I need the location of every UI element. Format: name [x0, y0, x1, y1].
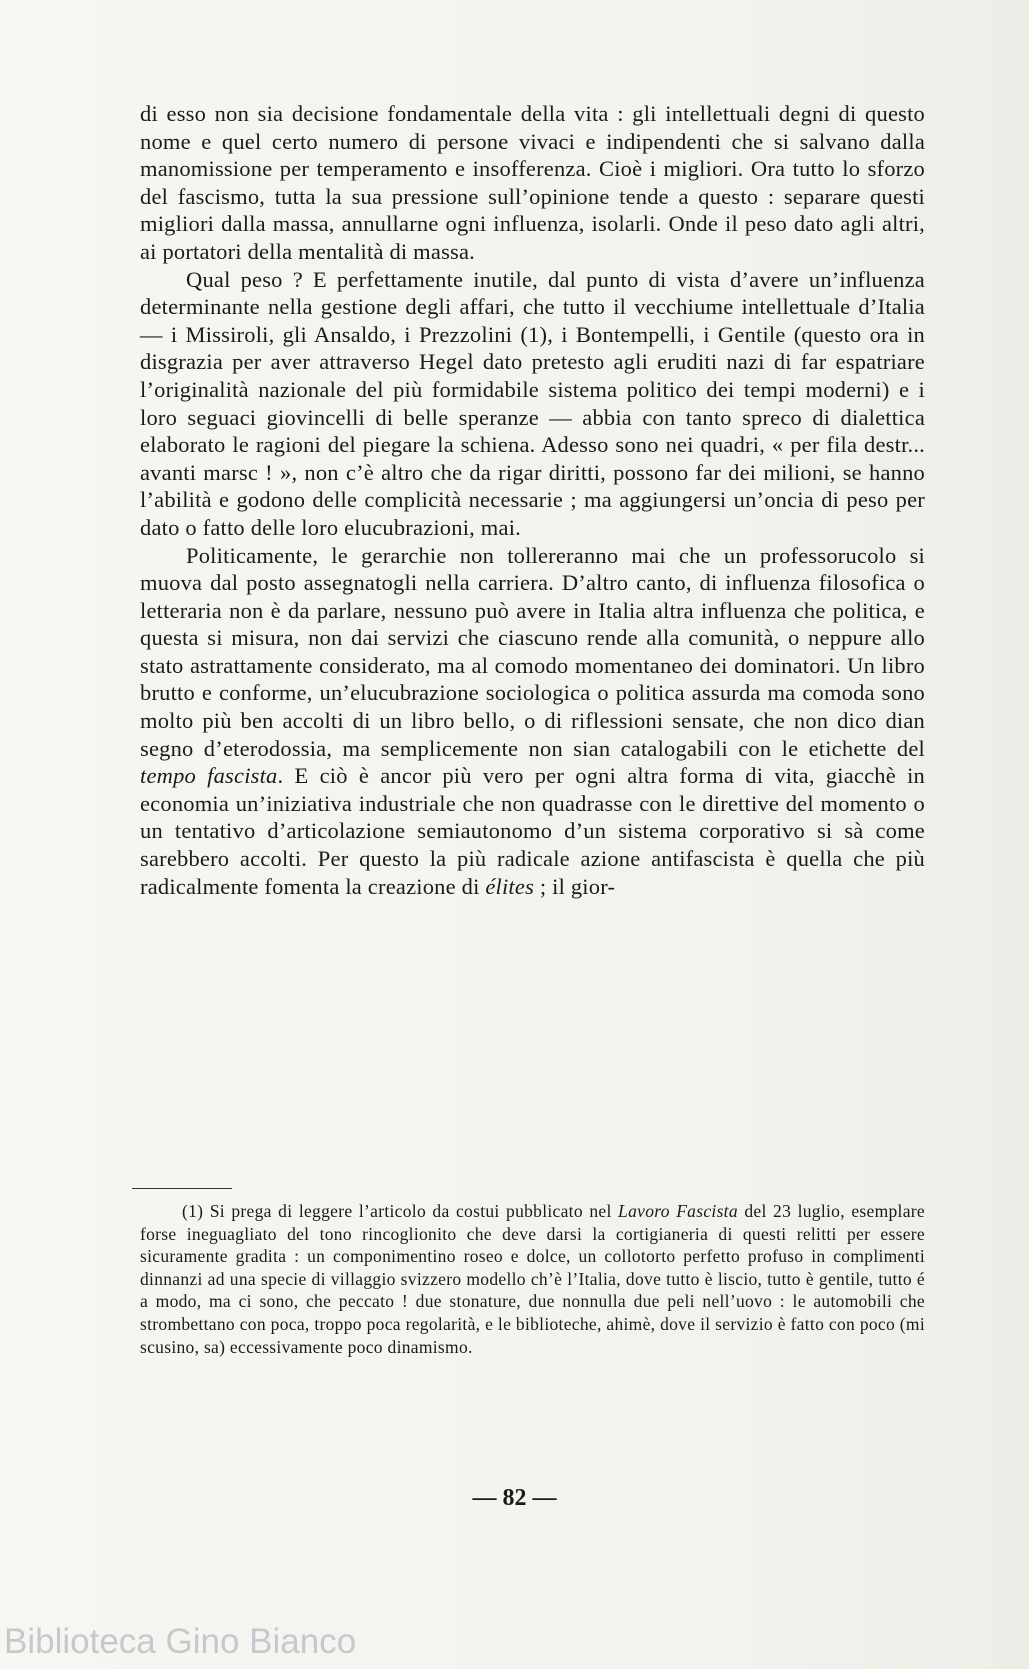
library-watermark: Biblioteca Gino Bianco: [4, 1622, 357, 1661]
footnote-paragraph: [140, 1200, 925, 1358]
paragraph-3: [140, 542, 925, 901]
paragraph-3-italic-tempo-fascista: tempo fascista: [140, 763, 278, 789]
footnote: [140, 1200, 925, 1358]
paragraph-3-italic-elites: élites: [485, 873, 535, 899]
footnote-text-b: del 23 luglio, esemplare forse ineguagliato del tono rincoglionito che deve darsi la cortigianeria di questi relitti per essere sicuramente gradita : un componimentino roseo e dolce, un collotorto perfetto profuso in complimenti dinnanzi ad una specie di villaggio svizzero modello ch’è l’Italia, dove tutto è liscio, tutto è gentile, tutto é a modo, ma ci sono, che peccato ! due stonature, due nonnulla due peli nell’uovo : le automobili che strombettano con poca, troppo poca regolarità, e le biblioteche, ahimè, dove il servizio è fatto con poco (mi scusino, sa) eccessivamente poco dinamismo.: [140, 1201, 925, 1357]
paragraph-3-text-c: ; il gior-: [534, 873, 616, 899]
body-text: [140, 100, 925, 900]
page-number: — 82 —: [472, 1485, 557, 1511]
paragraph-2: Qual peso ? E perfettamente inutile, dal punto di vista d’avere un’influenza determinante nella gestione degli affari, che tutto il vecchiume intellettuale d’Italia — i Missiroli, gli Ansaldo, i Prezzolini (1), i Bontempelli, i Gentile (questo ora in disgrazia per aver attraverso Hegel dato pretesto agli eruditi nazi di far espatriare l’originalità nazionale del più formidabile sistema politico dei tempi moderni) e i loro seguaci giovincelli di belle speranze — abbia con tanto spreco di dialettica elaborato le ragioni del piegare la schiena. Adesso sono nei quadri, « per fila destr... avanti marsc ! », non c’è altro che da rigar diritti, possono far dei milioni, se hanno l’abilità e godono delle complicità necessarie ; ma aggiungersi un’oncia di peso per dato o fatto delle loro elucubrazioni, mai.: [140, 266, 925, 540]
footnote-marker: (1): [182, 1201, 204, 1221]
paragraph-3-text-b: . E ciò è ancor più vero per ogni altra forma di vita, giacchè in economia un’iniziativa industriale che non quadrasse con le direttive del momento o un tentativo d’articolazione semiautonomo d’un sistema corporativo si sà come sarebbero accolti. Per questo la più radicale azione antifascista è quella che più radicalmente fomenta la creazione di: [140, 763, 926, 899]
paragraph-3-text-a: Politicamente, le gerarchie non tollereranno mai che un professorucolo si muova dal posto assegnatogli nella carriera. D’altro canto, di influenza filosofica o letteraria non è da parlare, nessuno può avere in Italia altra influenza che politica, e questa si misura, non dai servizi che ciascuno rende alla comunità, o neppure allo stato astrattamente considerato, ma al comodo momentaneo dei dominatori. Un libro brutto e conforme, un’elucubrazione sociologica o politica assurda ma comoda sono molto più ben accolti di un libro bello, o di riflessioni sensate, che non dico dian segno d’eterodossia, ma semplicemente non sian catalogabili con le etichette del: [140, 542, 925, 761]
footnote-divider: [132, 1188, 232, 1189]
footnote-italic-lavoro-fascista: Lavoro Fascista: [618, 1201, 738, 1221]
footnote-text-a: Si prega di leggere l’articolo da costui pubblicato nel: [203, 1201, 612, 1221]
paragraph-1: di esso non sia decisione fondamentale della vita : gli intellettuali degni di questo nome e quel certo numero di persone vivaci e indipendenti che si salvano dalla manomissione per temperamento e insofferenza. Cioè i migliori. Ora tutto lo sforzo del fascismo, tutta la sua pressione sull’opinione tende a questo : separare questi migliori dalla massa, annullarne ogni influenza, isolarli. Onde il peso dato agli altri, ai portatori della mentalità di massa.: [140, 101, 925, 264]
